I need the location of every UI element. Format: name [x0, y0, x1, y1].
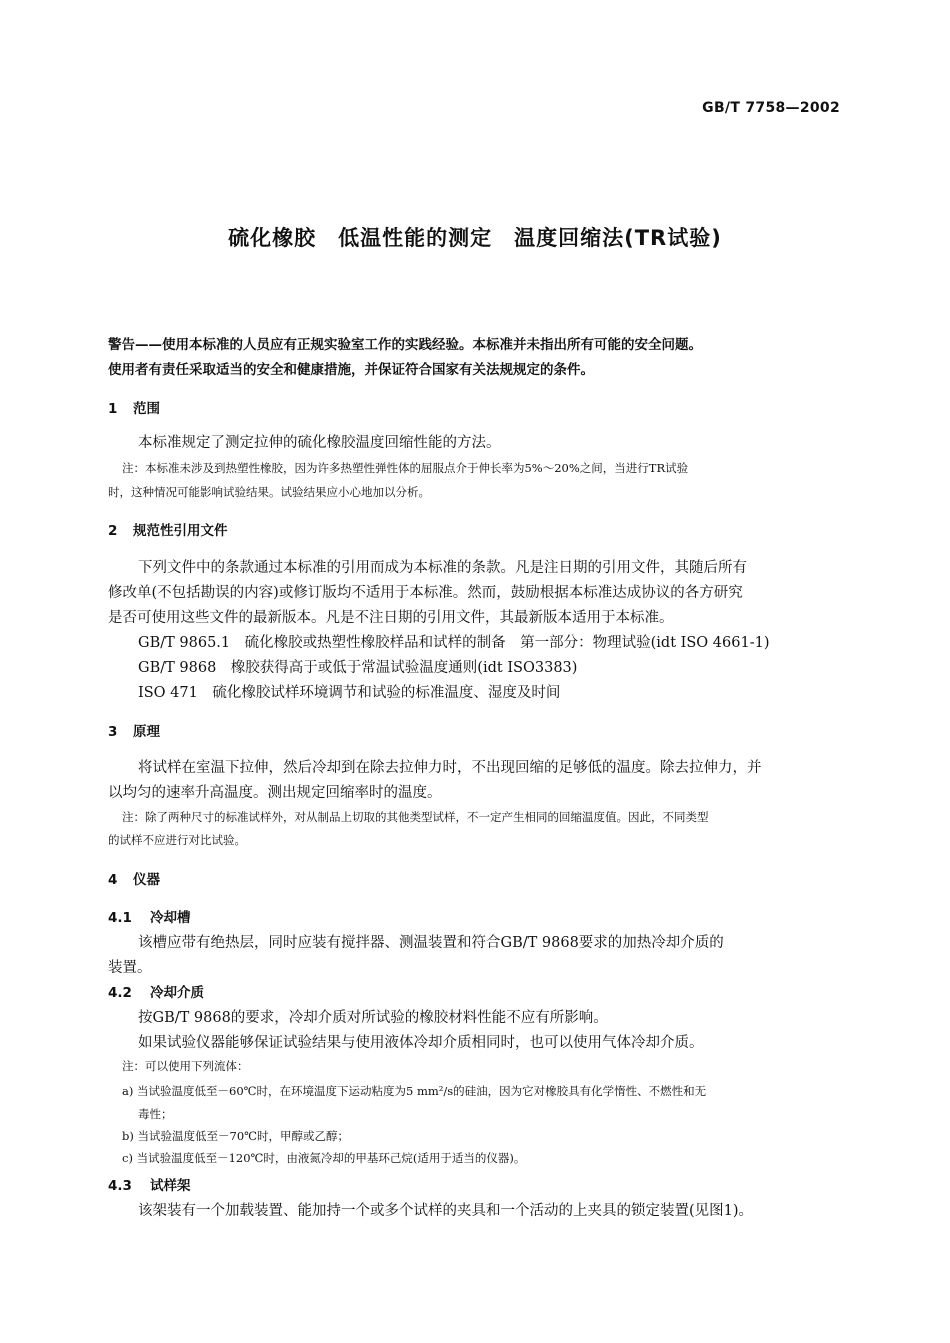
- subsection-title: 冷却槽: [150, 910, 191, 926]
- note-list-item-a-line-1: a) 当试验温度低至－60℃时，在环境温度下运动粘度为5 mm²/s的硅油，因为它对橡胶具有化学惰性、不燃性和无: [122, 1084, 707, 1098]
- section-1-heading: [108, 397, 160, 417]
- subsection-number: 4.1: [108, 910, 132, 926]
- section-number: 3: [108, 724, 118, 740]
- subsection-number: 4.3: [108, 1178, 132, 1194]
- subsection-title: 冷却介质: [150, 985, 204, 1001]
- subsection-title: 试样架: [150, 1178, 191, 1194]
- section-2-heading: [108, 519, 228, 539]
- section-3-note-line-1: 注：除了两种尺寸的标准试样外，对从制品上切取的其他类型试样，不一定产生相同的回缩温度值。因此，不同类型: [122, 810, 709, 824]
- section-3-note-line-2: 的试样不应进行对比试验。: [108, 833, 246, 847]
- subsection-4-3-heading: [108, 1174, 191, 1194]
- reference-item: GB/T 9868 橡胶获得高于或低于常温试验温度通则(idt ISO3383): [138, 660, 578, 676]
- reference-item: GB/T 9865.1 硫化橡胶或热塑性橡胶样品和试样的制备 第一部分：物理试验(idt ISO 4661-1): [138, 635, 770, 651]
- note-list-item-a-line-2: 毒性；: [138, 1107, 173, 1121]
- note-list-item-c: c) 当试验温度低至－120℃时，由液氮冷却的甲基环己烷(适用于适当的仪器)。: [122, 1151, 526, 1165]
- section-number: 2: [108, 523, 118, 539]
- subsection-4-3-paragraph: 该架装有一个加载装置、能加持一个或多个试样的夹具和一个活动的上夹具的锁定装置(见图1)。: [138, 1203, 754, 1219]
- section-title: 原理: [133, 724, 160, 740]
- section-3-paragraph-line-2: 以均匀的速率升高温度。测出规定回缩率时的温度。: [108, 785, 442, 801]
- section-3-paragraph-line-1: 将试样在室温下拉伸，然后冷却到在除去拉伸力时，不出现回缩的足够低的温度。除去拉伸力，并: [138, 760, 762, 776]
- section-2-paragraph-line-2: 修改单(不包括勘误的内容)或修订版均不适用于本标准。然而，鼓励根据本标准达成协议的各方研究: [108, 585, 743, 601]
- document-title: 硫化橡胶 低温性能的测定 温度回缩法(TR试验): [228, 226, 722, 250]
- subsection-4-2-paragraph-1: 按GB/T 9868的要求，冷却介质对所试验的橡胶材料性能不应有所影响。: [138, 1010, 608, 1026]
- reference-item: ISO 471 硫化橡胶试样环境调节和试验的标准温度、湿度及时间: [138, 685, 561, 701]
- subsection-4-2-paragraph-2: 如果试验仪器能够保证试验结果与使用液体冷却介质相同时，也可以使用气体冷却介质。: [138, 1035, 704, 1051]
- warning-line-2: 使用者有责任采取适当的安全和健康措施，并保证符合国家有关法规规定的条件。: [108, 362, 594, 378]
- subsection-4-1-paragraph-line-1: 该槽应带有绝热层，同时应装有搅拌器、测温装置和符合GB/T 9868要求的加热冷却介质的: [138, 935, 724, 951]
- standard-number: GB/T 7758—2002: [702, 100, 840, 116]
- section-title: 仪器: [133, 872, 160, 888]
- note-list-item-b: b) 当试验温度低至－70℃时，甲醇或乙醇；: [122, 1129, 349, 1143]
- section-1-note-line-1: 注：本标准未涉及到热塑性橡胶，因为许多热塑性弹性体的屈服点介于伸长率为5%～20%之间，当进行TR试验: [122, 461, 689, 475]
- section-4-heading: [108, 868, 160, 888]
- section-title: 规范性引用文件: [133, 523, 228, 539]
- section-1-paragraph: 本标准规定了测定拉伸的硫化橡胶温度回缩性能的方法。: [138, 435, 501, 451]
- subsection-4-1-paragraph-line-2: 装置。: [108, 960, 152, 976]
- section-2-paragraph-line-1: 下列文件中的条款通过本标准的引用而成为本标准的条款。凡是注日期的引用文件，其随后所有: [138, 560, 747, 576]
- section-title: 范围: [133, 401, 160, 417]
- subsection-4-2-note-intro: 注：可以使用下列流体：: [122, 1059, 249, 1073]
- subsection-4-1-heading: [108, 906, 191, 926]
- section-1-note-line-2: 时，这种情况可能影响试验结果。试验结果应小心地加以分析。: [108, 485, 430, 499]
- section-2-paragraph-line-3: 是否可使用这些文件的最新版本。凡是不注日期的引用文件，其最新版本适用于本标准。: [108, 610, 674, 626]
- subsection-number: 4.2: [108, 985, 132, 1001]
- section-3-heading: [108, 720, 160, 740]
- section-number: 4: [108, 872, 118, 888]
- subsection-4-2-heading: [108, 981, 204, 1001]
- warning-line-1: 警告——使用本标准的人员应有正规实验室工作的实践经验。本标准并未指出所有可能的安全问题。: [108, 337, 702, 353]
- section-number: 1: [108, 401, 118, 417]
